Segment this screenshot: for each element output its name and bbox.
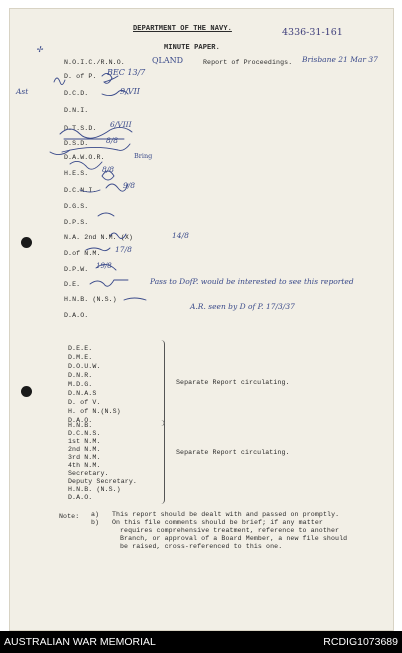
routing-initials: Bring [134, 152, 153, 160]
routing-code: D.E. [64, 281, 81, 288]
routing-code: D.A.W.O.R. [64, 154, 105, 161]
routing-initials: 14/8 [172, 231, 189, 240]
subject-handwritten-date: Brisbane 21 Mar 37 [302, 55, 378, 64]
block-item: D.N.R. [68, 372, 93, 379]
block-item: D.A.O. [68, 417, 93, 424]
subject-prefix: N.O.I.C./R.N.O. [64, 59, 125, 66]
block-item: D.M.E. [68, 354, 93, 361]
block-item: H. of N.(N.S) [68, 408, 121, 415]
block-item: 1st N.M. [68, 438, 101, 445]
punch-hole-bottom [21, 386, 32, 397]
margin-mark: ✢ [36, 45, 43, 54]
note-text-b-line: Branch, or approval of a Board Member, a new file should [120, 535, 348, 542]
routing-initials: BEC 13/7 [107, 68, 146, 77]
block-item: 3rd N.M. [68, 454, 101, 461]
department-heading: DEPARTMENT OF THE NAVY. [133, 25, 232, 33]
footer-source: AUSTRALIAN WAR MEMORIAL [4, 636, 156, 648]
archive-footer [0, 631, 402, 653]
routing-initials: 9/8 [123, 181, 136, 190]
block-item: H.N.B. [68, 422, 93, 429]
block-note: Separate Report circulating. [176, 449, 290, 456]
routing-initials: 17/8 [115, 245, 132, 254]
note-text-b-line: On this file comments should be brief; if any matter [112, 519, 323, 526]
routing-code: D.of N.M. [64, 250, 101, 257]
routing-initials: 8/8 [102, 165, 115, 174]
routing-code: N.A. 2nd N.M. (X) [64, 234, 133, 241]
annotation-line-2: A.R. seen by D of P. 17/3/37 [190, 302, 295, 311]
routing-code: D.T.S.D. [64, 125, 97, 132]
block-item: D.C.N.S. [68, 430, 101, 437]
note-text-b-line: be raised, cross-referenced to this one. [120, 543, 283, 550]
block-item: D.A.O. [68, 494, 93, 501]
routing-code: D.A.O. [64, 312, 89, 319]
minute-paper-sheet [9, 8, 394, 631]
block-item: D.N.A.S [68, 390, 97, 397]
block-item: Deputy Secretary. [68, 478, 137, 485]
note-label: Note: [59, 513, 80, 520]
block-item: M.D.G. [68, 381, 93, 388]
block-item: D. of V. [68, 399, 101, 406]
margin-note: Ast [16, 87, 29, 96]
note-text-a: This report should be dealt with and passed on promptly. [112, 511, 340, 518]
brace-2 [160, 420, 165, 504]
routing-initials: 8/8 [106, 136, 119, 145]
minute-paper-title: MINUTE PAPER. [164, 44, 220, 52]
brace-1 [160, 340, 165, 426]
routing-initials: 6/VIII [110, 120, 132, 129]
routing-code: D.C.N.I. [64, 187, 97, 194]
note-marker-b: b) [91, 519, 100, 526]
routing-code: D.N.I. [64, 107, 89, 114]
subject-place: QLAND [152, 56, 184, 65]
punch-hole-top [21, 237, 32, 248]
annotation-line-1: Pass to DofP. would be interested to see this reported [150, 277, 354, 286]
subject-text: Report of Proceedings. [203, 59, 293, 66]
block-item: D.E.E. [68, 345, 93, 352]
footer-record-id: RCDIG1073689 [323, 636, 398, 648]
note-text-b-line: requires comprehensive treatment, reference to another [120, 527, 340, 534]
file-number: 4336-31-161 [282, 27, 343, 38]
routing-code: D.S.D. [64, 140, 89, 147]
block-item: 4th N.M. [68, 462, 101, 469]
routing-code: H.E.S. [64, 170, 89, 177]
block-note: Separate Report circulating. [176, 379, 290, 386]
block-item: 2nd N.M. [68, 446, 101, 453]
note-marker-a: a) [91, 511, 100, 518]
routing-code: D.P.S. [64, 219, 89, 226]
routing-initials: 19/8 [96, 262, 112, 270]
block-item: D.O.U.W. [68, 363, 101, 370]
block-item: H.N.B. (N.S.) [68, 486, 121, 493]
routing-code: D. of P. [64, 73, 97, 80]
block-item: Secretary. [68, 470, 109, 477]
routing-code: D.G.S. [64, 203, 89, 210]
routing-code: H.N.B. (N.S.) [64, 296, 117, 303]
routing-initials: 9/VII [120, 87, 140, 96]
routing-code: D.P.W. [64, 266, 89, 273]
routing-code: D.C.D. [64, 90, 89, 97]
